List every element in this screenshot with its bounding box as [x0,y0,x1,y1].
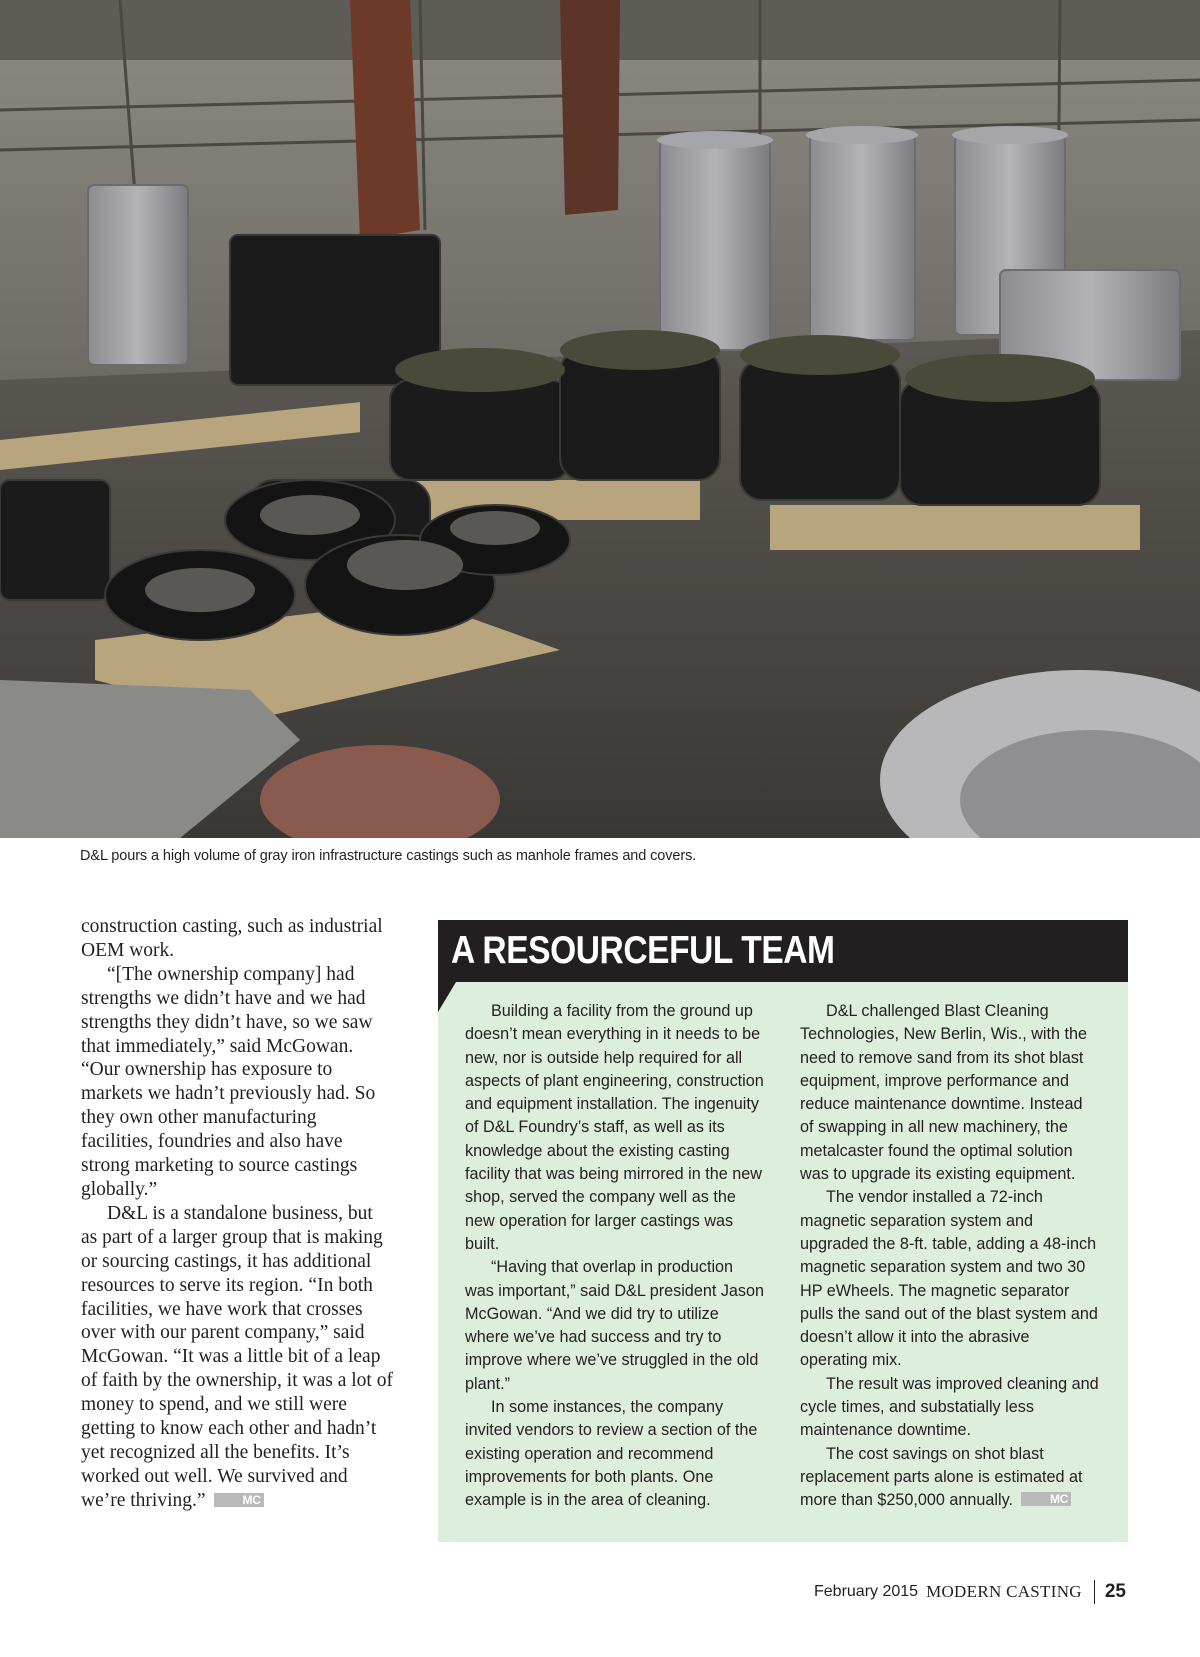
sidebar-paragraph: Building a facility from the ground up doesn’t mean everything in it needs to be new, nor is outside help required for all aspects of plant engineering, construction and equipment installation. The ingenuity of D&L Foundry’s staff, as well as its knowledge about the existing casting facility that was being mirrored in the new shop, served the company well as the new operation for larger castings was built. [465,1002,764,1253]
photo-caption: D&L pours a high volume of gray iron infrastructure castings such as manhole frames and covers. [80,848,697,864]
page-footer [814,1578,1126,1606]
resourceful-team-sidebar [438,920,1128,1542]
sidebar-paragraph: The vendor installed a 72-inch magnetic separation system and upgraded the 8-ft. table, adding a 48-inch magnetic separation system and two 30 HP eWheels. The magnetic separator pulls the sand out of the blast system and doesn’t allow it into the abrasive operating mix. [800,1188,1098,1370]
article-paragraph: construction casting, such as industrial OEM work. [81,916,383,961]
article-paragraph: “[The ownership company] had strengths we didn’t have and we had strengths they didn’t have, so we saw that immediately,” said McGowan. “Our ownership has exposure to markets we hadn’t previously had. So they own other manufacturing facilities, foundries and also have strong marketing to source castings globally.” [81,963,376,1200]
end-of-sidebar-mark: MC [1021,1492,1071,1506]
article-left-column [81,915,393,1513]
sidebar-paragraph [800,1443,1100,1513]
sidebar-column-2 [800,1000,1100,1513]
sidebar-header-notch [438,982,456,1012]
page-number: 25 [1104,1581,1126,1602]
article-paragraph-text: D&L is a standalone business, but as part of a larger group that is making or sourcing castings, it has additional resources to serve its region. “In both facilities, we have work that crosses over with our parent company,” said McGowan. “It was a little bit of a leap of faith by the ownership, it was a lot of money to spend, and we still were getting to know each other and hadn’t yet recognized all the benefits. It’s worked out well. We survived and we’re thriving.” [81,1202,393,1511]
end-of-article-mark: MC [214,1493,264,1507]
sidebar-paragraph: D&L challenged Blast Cleaning Technologies, New Berlin, Wis., with the need to remove sand from its shot blast equipment, improve performance and reduce maintenance downtime. Instead of swapping in all new machinery, the metalcaster found the optimal solution was to upgrade its existing equipment. [800,1002,1087,1184]
sidebar-title: A RESOURCEFUL TEAM [451,929,835,972]
sidebar-paragraph: The result was improved cleaning and cycle times, and substatially less maintenance downtime. [800,1374,1099,1440]
sidebar-paragraph: “Having that overlap in production was important,” said D&L president Jason McGowan. “And we did try to utilize where we’ve had success and try to improve where we’ve struggled in the old plant.” [465,1258,765,1393]
sidebar-paragraph-text: The cost savings on shot blast replacement parts alone is estimated at more than $250,000 annually. [800,1444,1083,1510]
footer-divider [1094,1580,1095,1604]
sidebar-paragraph: In some instances, the company invited vendors to review a section of the existing operation and recommend improvements for both plants. One example is in the area of cleaning. [465,1398,758,1510]
article-paragraph [81,1202,393,1513]
sidebar-column-1 [465,1000,765,1513]
sidebar-header [438,920,1128,982]
publication-name: MODERN CASTING [926,1582,1082,1601]
issue-date: February 2015 [814,1583,919,1600]
